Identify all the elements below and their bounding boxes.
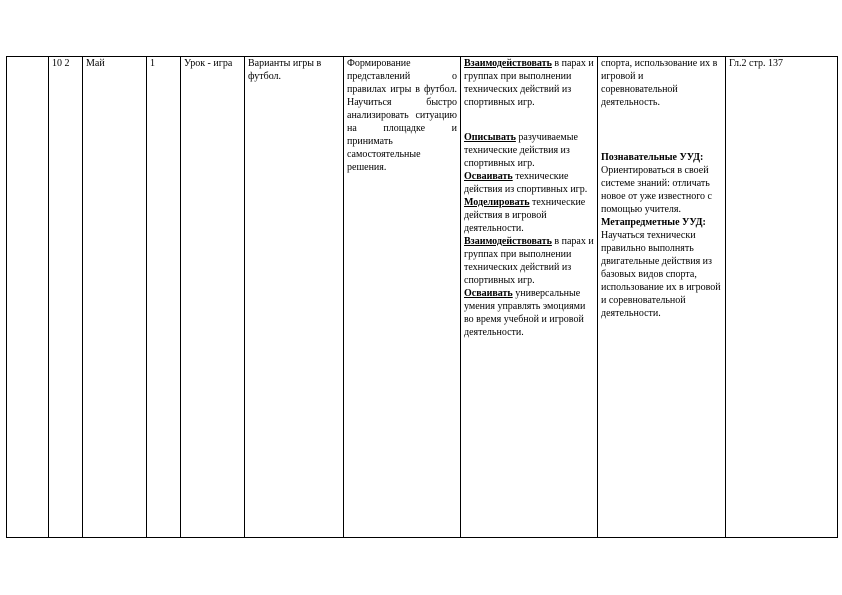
activity-text: универсальные умения управлять эмоциями во время учебной и игровой деятельности. <box>464 288 586 338</box>
textbook-reference <box>726 57 838 538</box>
empty-cell <box>7 57 49 538</box>
uud-meta <box>601 216 722 320</box>
lesson-number <box>49 57 83 538</box>
uud-meta-title: Метапредметные УУД: <box>601 217 706 228</box>
textbook-reference-text: Гл.2 стр. 137 <box>729 58 783 69</box>
lesson-plan-table <box>6 56 838 538</box>
lesson-type <box>181 57 245 538</box>
uud-cognitive-title: Познавательные УУД: <box>601 152 704 163</box>
lesson-number-text: 10 2 <box>52 58 70 69</box>
activity-text: в парах и группах при выполнении технических действий из спортивных игр. <box>464 58 594 108</box>
activity-item <box>464 57 594 109</box>
lesson-topic <box>245 57 344 538</box>
lesson-goals-text: Формирование представлений о правилах игры в футбол. Научиться быстро анализировать ситуацию на площадке и принимать самостоятельные решения. <box>347 58 457 173</box>
student-activities <box>461 57 598 538</box>
activity-text: разучиваемые технические действия из спортивных игр. <box>464 132 578 169</box>
activity-item <box>464 196 594 235</box>
activity-text: технические действия в игровой деятельности. <box>464 197 586 234</box>
activity-item <box>464 170 594 196</box>
activity-item <box>464 235 594 287</box>
lesson-hours-text: 1 <box>150 58 155 69</box>
activity-term: Моделировать <box>464 197 530 208</box>
uud-column <box>598 57 726 538</box>
activity-term: Осваивать <box>464 288 513 299</box>
uud-top-text: спорта, использование их в игровой и соревновательной деятельность. <box>601 58 718 108</box>
activity-term: Взаимодействовать <box>464 236 552 247</box>
activity-text: технические действия из спортивных игр. <box>464 171 588 195</box>
activity-term: Описывать <box>464 132 516 143</box>
lesson-month-text: Май <box>86 58 105 69</box>
lesson-hours <box>147 57 181 538</box>
activity-text: в парах и группах при выполнении технических действий из спортивных игр. <box>464 236 594 286</box>
lesson-month <box>83 57 147 538</box>
uud-meta-text: Научаться технически правильно выполнять двигательные действия из базовых видов спорта, использование их в игровой и соревновательной деятельности. <box>601 230 721 319</box>
uud-cognitive-text: Ориентироваться в своей системе знаний: отличать новое от уже известного с помощью учителя. <box>601 165 712 215</box>
lesson-goals <box>344 57 461 538</box>
lesson-type-text: Урок - игра <box>184 58 233 69</box>
activity-term: Взаимодействовать <box>464 58 552 69</box>
activity-item <box>464 131 594 170</box>
activity-term: Осваивать <box>464 171 513 182</box>
uud-cognitive <box>601 151 722 216</box>
activity-item <box>464 287 594 339</box>
table-row <box>7 57 838 538</box>
lesson-topic-text: Варианты игры в футбол. <box>248 58 322 82</box>
